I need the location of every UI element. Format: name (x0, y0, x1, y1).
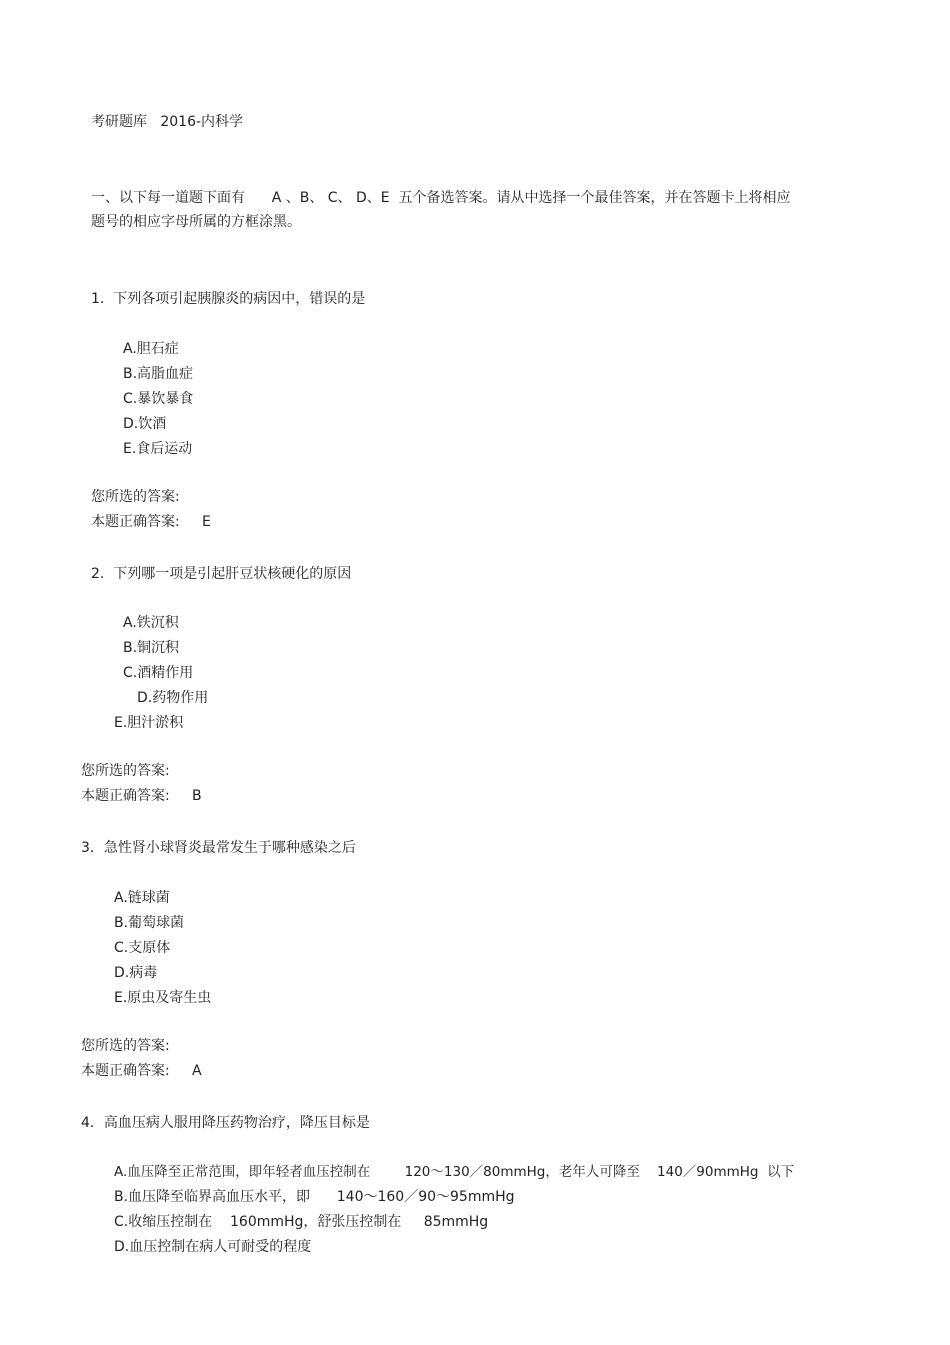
question-1-option-c[interactable]: C.暴饮暴食 (123, 391, 194, 407)
question-1-option-a[interactable]: A.胆石症 (123, 341, 179, 357)
question-2-option-b[interactable]: B.铜沉积 (123, 640, 180, 656)
question-3-option-c[interactable]: C.支原体 (114, 940, 171, 956)
question-3-option-d[interactable]: D.病毒 (114, 965, 158, 981)
question-2-selected-answer: 您所选的答案: (81, 763, 170, 779)
question-1-option-b[interactable]: B.高脂血症 (123, 366, 194, 382)
question-3-option-e[interactable]: E.原虫及寄生虫 (114, 990, 212, 1006)
question-2-option-e[interactable]: E.胆汁淤积 (114, 715, 184, 731)
question-2-option-d[interactable]: D.药物作用 (137, 690, 209, 706)
question-1-option-d[interactable]: D.饮酒 (123, 416, 167, 432)
question-3-selected-answer: 您所选的答案: (81, 1038, 170, 1054)
question-2-option-a[interactable]: A.铁沉积 (123, 615, 179, 631)
question-2-correct-answer: 本题正确答案: B (81, 788, 202, 804)
question-2-stem: 2. 下列哪一项是引起肝豆状核硬化的原因 (91, 566, 352, 582)
question-4-option-c[interactable]: C.收缩压控制在 160mmHg，舒张压控制在 85mmHg (114, 1214, 489, 1230)
question-3-correct-answer: 本题正确答案: A (81, 1063, 202, 1079)
instructions-line-1: 一、以下每一道题下面有 A 、B、 C、 D、E 五个备选答案。请从中选择一个最佳答案，并在答题卡上将相应 (91, 190, 791, 206)
instructions-line-2: 题号的相应字母所属的方框涂黑。 (91, 214, 301, 230)
question-2-option-c[interactable]: C.酒精作用 (123, 665, 194, 681)
question-4-stem: 4．高血压病人服用降压药物治疗，降压目标是 (81, 1115, 370, 1131)
question-1-option-e[interactable]: E.食后运动 (123, 441, 193, 457)
question-4-option-b[interactable]: B.血压降至临界高血压水平，即 140～160／90～95mmHg (114, 1189, 515, 1205)
question-1-stem: 1. 下列各项引起胰腺炎的病因中，错误的是 (91, 291, 366, 307)
question-4-option-d[interactable]: D.血压控制在病人可耐受的程度 (114, 1239, 312, 1255)
question-1-correct-answer: 本题正确答案: E (91, 514, 211, 530)
document-title: 考研题库 2016-内科学 (91, 114, 244, 130)
question-4-option-a[interactable]: A.血压降至正常范围，即年轻者血压控制在 120～130／80mmHg，老年人可降至 140／90mmHg 以下 (114, 1164, 795, 1180)
question-1-selected-answer: 您所选的答案: (91, 489, 180, 505)
question-3-option-a[interactable]: A.链球菌 (114, 890, 170, 906)
question-3-option-b[interactable]: B.葡萄球菌 (114, 915, 185, 931)
question-3-stem: 3．急性肾小球肾炎最常发生于哪种感染之后 (81, 840, 356, 856)
